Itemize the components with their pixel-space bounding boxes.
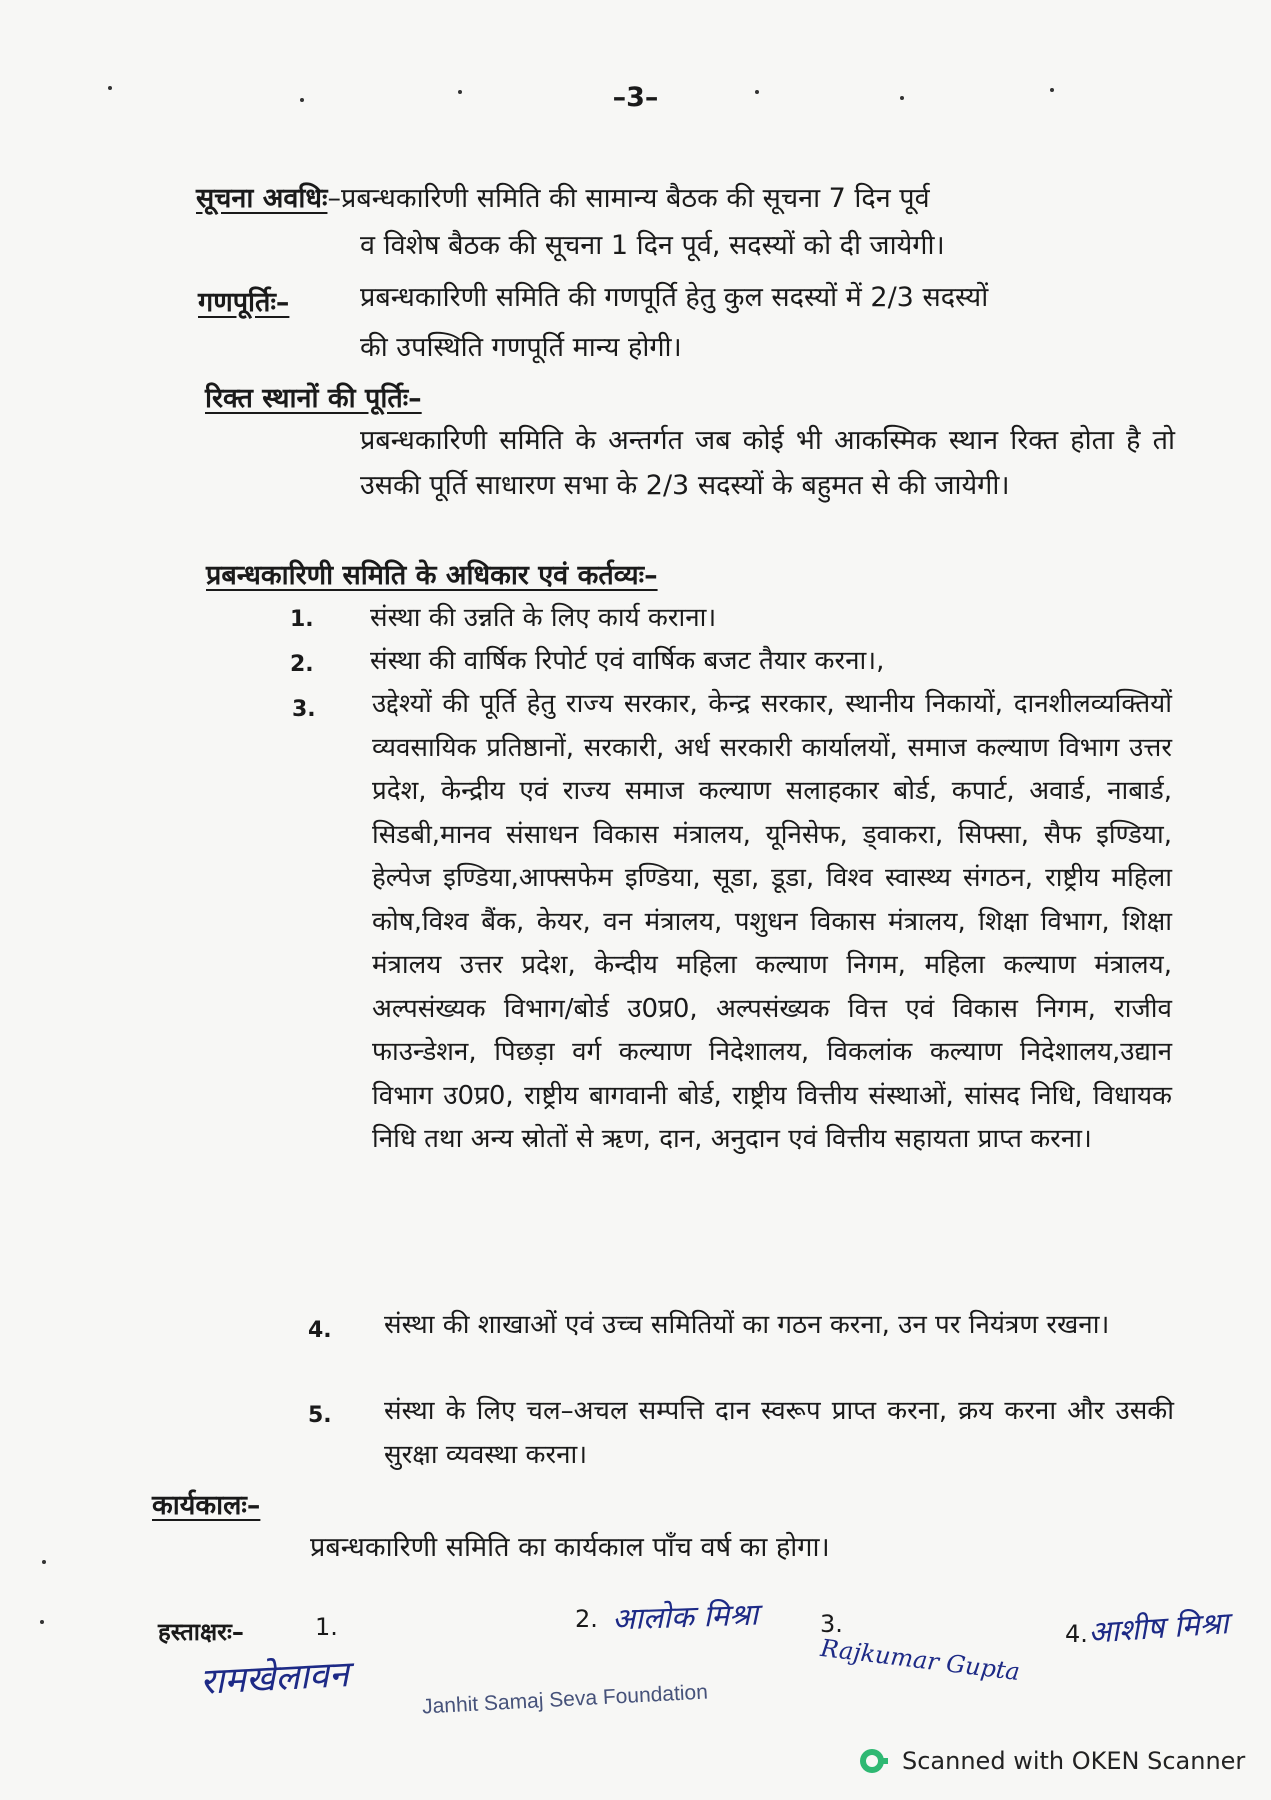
notice-period-heading: सूचना अवधिः: [196, 183, 328, 214]
powers-duties-heading: प्रबन्धकारिणी समिति के अधिकार एवं कर्तव्यः–: [206, 560, 658, 591]
scan-speck: [300, 98, 304, 102]
scanner-label: Scanned with OKEN Scanner: [902, 1747, 1246, 1775]
list-item: संस्था की वार्षिक रिपोर्ट एवं वार्षिक बजट तैयार करना।,: [370, 646, 885, 676]
scan-speck: [755, 90, 759, 94]
scanner-watermark: [858, 1745, 1245, 1777]
handwritten-signature-3: Rajkumar Gupta: [819, 1633, 1022, 1687]
notice-period-line-2: व विशेष बैठक की सूचना 1 दिन पूर्व, सदस्यों को दी जायेगी।: [360, 230, 945, 261]
signature-number-3: 3.: [820, 1610, 843, 1638]
list-item-number: 4.: [308, 1318, 332, 1343]
list-item: संस्था की शाखाओं एवं उच्च समितियों का गठन करना, उन पर नियंत्रण रखना।: [384, 1310, 1110, 1340]
page-number: –3–: [612, 82, 659, 113]
signature-label: हस्ताक्षरः–: [158, 1618, 244, 1646]
quorum-heading: गणपूर्तिः–: [198, 287, 290, 318]
scanner-logo-icon: [858, 1745, 890, 1777]
signature-number-2: 2.: [575, 1605, 598, 1633]
handwritten-signature-2: आलोक मिश्रा: [611, 1597, 759, 1638]
notice-period-line-1: [196, 178, 930, 215]
scan-speck: [900, 96, 904, 100]
organization-stamp: Janhit Samaj Seva Foundation: [421, 1680, 709, 1719]
signature-number-1: 1.: [315, 1613, 338, 1641]
scan-speck: [40, 1620, 44, 1624]
quorum-line-1: प्रबन्धकारिणी समिति की गणपूर्ति हेतु कुल सदस्यों में 2/3 सदस्यों: [360, 282, 989, 313]
list-item: उद्देश्यों की पूर्ति हेतु राज्य सरकार, केन्द्र सरकार, स्थानीय निकायों, दानशीलव्यक्तियों व्यवसायिक प्रतिष्ठानों, सरकारी, अर्ध सरकारी कार्यालयों, समाज कल्याण विभाग उत्तर प्रदेश, केन्द्रीय एवं राज्य समाज कल्याण सलाहकार बोर्ड, कपार्ट, अवार्ड, नाबार्ड, सिडबी,मानव संसाधन विकास मंत्रालय, यूनिसेफ, ड्वाकरा, सिफ्सा, सैफ इण्डिया, हेल्पेज इण्डिया,आफ्सफेम इण्डिया, सूडा, डूडा, विश्व स्वास्थ्य संगठन, राष्ट्रीय महिला कोष,विश्व बैंक, केयर, वन मंत्रालय, पशुधन विकास मंत्रालय, शिक्षा विभाग, शिक्षा मंत्रालय उत्तर प्रदेश, केन्दीय महिला कल्याण निगम, महिला कल्याण मंत्रालय, अल्पसंख्यक विभाग/बोर्ड उ0प्र0, अल्पसंख्यक वित्त एवं विकास निगम, राजीव फाउन्डेशन, पिछड़ा वर्ग कल्याण निदेशालय, विकलांक कल्याण निदेशालय,उद्यान विभाग उ0प्र0, राष्ट्रीय बागवानी बोर्ड, राष्ट्रीय वित्तीय संस्थाओं, सांसद निधि, विधायक निधि तथा अन्य स्रोतों से ऋण, दान, अनुदान एवं वित्तीय सहायता प्राप्त करना।: [372, 689, 1172, 1154]
handwritten-signature-1: रामखेलावन: [199, 1654, 350, 1703]
scan-speck: [458, 90, 462, 94]
list-item: संस्था के लिए चल–अचल सम्पत्ति दान स्वरूप प्राप्त करना, क्रय करना और उसकी सुरक्षा व्यवस्था करना।: [384, 1396, 1174, 1470]
scan-speck: [108, 86, 112, 90]
scan-speck: [1050, 88, 1054, 92]
list-item-number: 2.: [290, 652, 314, 677]
tenure-text: प्रबन्धकारिणी समिति का कार्यकाल पाँच वर्ष का होगा।: [310, 1532, 830, 1563]
quorum-line-2: की उपस्थिति गणपूर्ति मान्य होगी।: [360, 332, 682, 363]
list-item-number: 5.: [308, 1403, 332, 1428]
vacancy-heading: रिक्त स्थानों की पूर्तिः–: [205, 383, 422, 414]
vacancy-text: प्रबन्धकारिणी समिति के अन्तर्गत जब कोई भी आकस्मिक स्थान रिक्त होता है तो उसकी पूर्ति साधारण सभा के 2/3 सदस्यों के बहुमत से की जायेगी।: [360, 425, 1175, 501]
handwritten-signature-4: आशीष मिश्रा: [1087, 1606, 1230, 1651]
scan-speck: [42, 1560, 46, 1564]
list-item-number: 3.: [292, 697, 316, 722]
signature-number-4: 4.: [1065, 1620, 1088, 1648]
list-item: संस्था की उन्नति के लिए कार्य कराना।: [370, 603, 717, 633]
tenure-heading: कार्यकालः–: [152, 1490, 261, 1521]
list-item-number: 1.: [290, 607, 314, 632]
notice-period-text: –प्रबन्धकारिणी समिति की सामान्य बैठक की सूचना 7 दिन पूर्व: [327, 183, 930, 214]
